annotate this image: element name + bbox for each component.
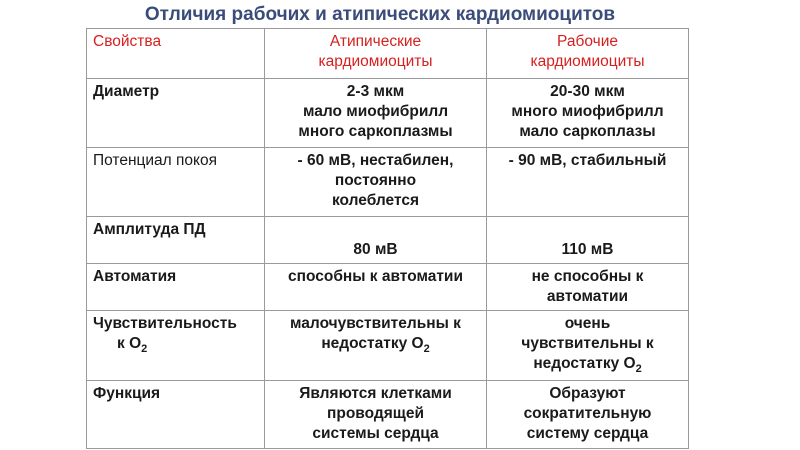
row-property-resting-potential: Потенциал покоя [87, 148, 265, 217]
header-working: Рабочие кардиомиоциты [487, 29, 689, 79]
row-working-resting-potential: - 90 мВ, стабильный [487, 148, 689, 217]
row-working-diameter: 20-30 мкм много миофибрилл мало саркоплазы [487, 79, 689, 148]
row-atypical-ap-amplitude: 80 мВ [265, 217, 487, 264]
comparison-table [86, 28, 689, 449]
row-atypical-diameter: 2-3 мкм мало миофибрилл много саркоплазмы [265, 79, 487, 148]
row-property-diameter: Диаметр [87, 79, 265, 148]
row-property-automaticity: Автоматия [87, 264, 265, 311]
row-atypical-automaticity: способны к автоматии [265, 264, 487, 311]
table-row [87, 311, 689, 381]
table-row [87, 381, 689, 449]
row-working-function: Образуют сократительную систему сердца [487, 381, 689, 449]
row-atypical-o2-sensitivity: малочувствительны к недостатку $О_2$ [265, 311, 487, 381]
row-property-function: Функция [87, 381, 265, 449]
table-row [87, 264, 689, 311]
row-property-ap-amplitude: Амплитуда ПД [87, 217, 265, 264]
row-working-o2-sensitivity: очень чувствительны к недостатку $О_2$ [487, 311, 689, 381]
row-working-automaticity: не способны к автоматии [487, 264, 689, 311]
header-property: Свойства [87, 29, 265, 79]
row-property-o2-sensitivity: Чувствительность к $О_2$ [87, 311, 265, 381]
table-row [87, 79, 689, 148]
table-row [87, 148, 689, 217]
table-header-row [87, 29, 689, 79]
table-row [87, 217, 689, 264]
row-atypical-function: Являются клетками проводящей системы сердца [265, 381, 487, 449]
row-working-ap-amplitude: 110 мВ [487, 217, 689, 264]
page-title: Отличия рабочих и атипических кардиомиоцитов [144, 4, 616, 25]
row-atypical-resting-potential: - 60 мВ, нестабилен, постоянно колеблется [265, 148, 487, 217]
header-atypical: Атипические кардиомиоциты [265, 29, 487, 79]
